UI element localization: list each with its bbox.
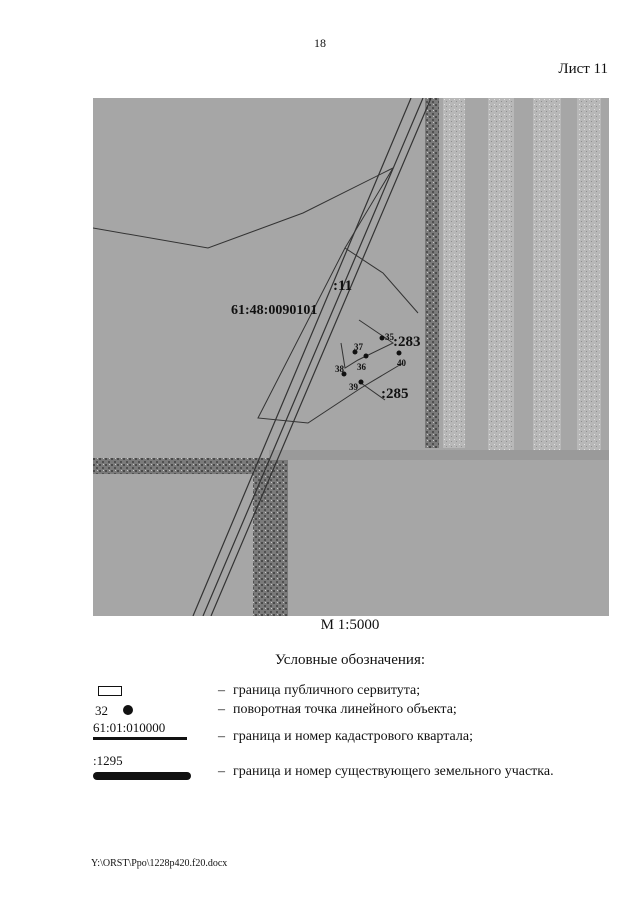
cadastral-map (93, 98, 609, 616)
legend-dash: – (218, 764, 225, 779)
tree-belt (269, 450, 609, 460)
field-strip (488, 98, 514, 453)
parcel-label-11: :11 (333, 278, 353, 294)
turning-point-symbol (123, 705, 133, 715)
field-strip (443, 98, 465, 448)
parcel-label-285: :285 (381, 386, 409, 402)
map-scale: М 1:5000 (320, 617, 380, 633)
field-strip (577, 98, 601, 453)
parcel-boundary-symbol (93, 772, 191, 780)
map-background (93, 98, 609, 616)
legend-dash: – (218, 702, 225, 717)
legend-text: граница публичного сервитута; (233, 683, 421, 698)
point-label: 35 (385, 332, 394, 342)
field-strip (533, 98, 561, 456)
servitude-boundary-symbol (98, 686, 122, 696)
point-label: 37 (354, 342, 363, 352)
page-number: 18 (314, 36, 326, 50)
turning-point (397, 351, 402, 356)
legend-text: граница и номер существующего земельного участка. (233, 764, 554, 779)
point-label: 38 (335, 364, 344, 374)
turning-point (359, 380, 364, 385)
legend-title: Условные обозначения: (274, 652, 426, 668)
quarter-boundary-symbol (93, 737, 187, 740)
legend-symbol-text: 32 (95, 703, 108, 718)
legend-symbol-text: :1295 (93, 753, 123, 768)
legend-dash: – (218, 683, 225, 698)
legend-text: поворотная точка линейного объекта; (233, 702, 457, 717)
point-label: 36 (357, 362, 366, 372)
point-label: 39 (349, 382, 358, 392)
turning-point (364, 354, 369, 359)
tree-belt (253, 458, 288, 616)
tree-belt (425, 98, 439, 448)
turning-point (380, 336, 385, 341)
tree-belt (93, 458, 269, 474)
footer-path: Y:\ORST\Ppo\1228p420.f20.docx (91, 858, 228, 869)
point-label: 40 (397, 358, 406, 368)
legend-text: граница и номер кадастрового квартала; (233, 729, 473, 744)
quarter-label: 61:48:0090101 (231, 303, 318, 318)
parcel-label-283: :283 (393, 334, 421, 350)
legend-dash: – (218, 729, 225, 744)
legend-symbol-text: 61:01:010000 (93, 720, 166, 735)
sheet-label: Лист 11 (558, 61, 608, 77)
